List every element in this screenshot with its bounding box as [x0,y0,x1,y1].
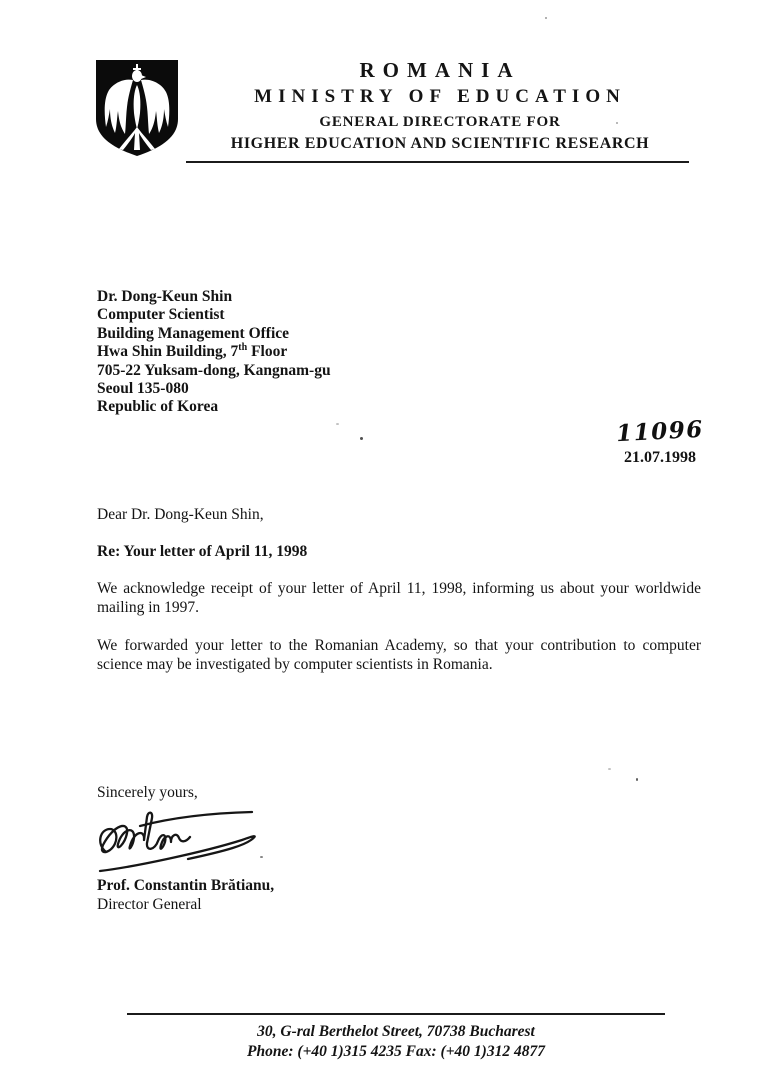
salutation: Dear Dr. Dong-Keun Shin, [97,506,264,523]
scan-speck [616,122,618,124]
signer-title: Director General [97,896,202,913]
signer-name: Prof. Constantin Brătianu, [97,877,275,894]
recipient-line: Republic of Korea [97,398,219,416]
footer-address: 30, G-ral Berthelot Street, 70738 Bucharest [257,1023,535,1040]
scan-speck [360,437,363,440]
letterhead-directorate-line2: HIGHER EDUCATION AND SCIENTIFIC RESEARCH [230,135,650,152]
recipient-line: Seoul 135-080 [97,380,189,398]
recipient-address [97,288,331,417]
scan-speck [608,768,611,770]
footer-phone-fax: Phone: (+40 1)315 4235 Fax: (+40 1)312 4877 [247,1043,545,1060]
footer-divider [127,1013,665,1015]
footer [127,1022,665,1062]
recipient-line: Computer Scientist [97,306,225,324]
letterhead-country: ROMANIA [359,58,521,82]
scan-speck [260,856,263,858]
closing-phrase: Sincerely yours, [97,784,198,801]
letterhead-ministry: MINISTRY OF EDUCATION [254,86,626,107]
scan-speck [336,423,339,425]
recipient-line: Hwa Shin Building, 7th Floor [97,342,288,361]
ordinal-superscript: th [238,342,248,354]
scan-speck [636,778,638,781]
recipient-line: Building Management Office [97,324,290,342]
romanian-coat-of-arms-icon [93,56,181,160]
recipient-line: 705-22 Yuksam-dong, Kangnam-gu [97,361,331,379]
letterhead [190,57,690,154]
subject-line: Re: Your letter of April 11, 1998 [97,543,308,560]
recipient-line: Dr. Dong-Keun Shin [97,288,233,305]
registration-number-handwritten: 11096 [615,415,705,448]
letterhead-directorate-line1: GENERAL DIRECTORATE FOR [319,114,561,130]
signature-scrawl-icon [92,800,274,878]
letter-date: 21.07.1998 [624,449,696,466]
body-paragraph: We forwarded your letter to the Romanian Academy, so that your contribution to computer science may be investigated by computer scientists in Romania. [97,637,701,673]
body-paragraph: We acknowledge receipt of your letter of April 11, 1998, informing us about your worldwide mailing in 1997. [97,580,701,616]
letterhead-divider [186,161,689,163]
scan-speck [545,17,547,19]
